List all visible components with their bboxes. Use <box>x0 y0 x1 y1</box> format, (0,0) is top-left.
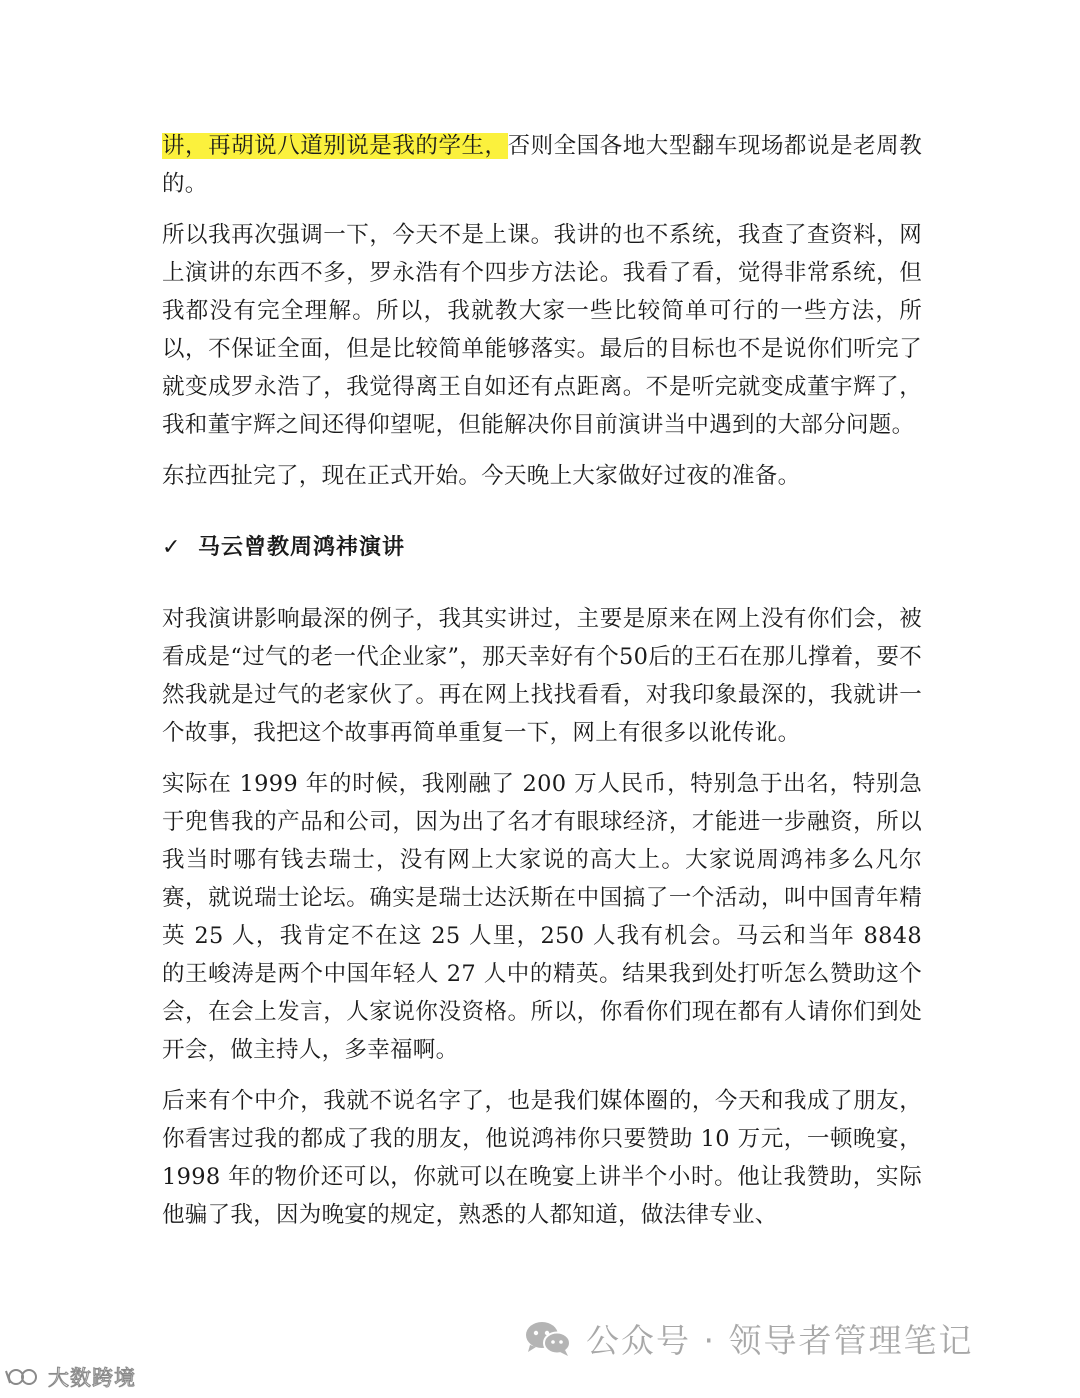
paragraph-4: 对我演讲影响最深的例子，我其实讲过，主要是原来在网上没有你们会，被看成是“过气的老一代企业家”，那天幸好有个50后的王石在那儿撑着，要不然我就是过气的老家伙了。再在网上找找看看，对我印象最深的，我就讲一个故事，我把这个故事再简单重复一下，网上有很多以讹传讹。 <box>162 606 922 746</box>
checkmark-icon: ✓ <box>162 535 182 560</box>
logo-icon <box>4 1365 44 1389</box>
section-heading <box>162 528 922 567</box>
paragraph-text: 否则全国各地大型翻车现场都说是老周教的。 <box>162 133 922 197</box>
paragraph-5: 实际在 1999 年的时候，我刚融了 200 万人民币，特别急于出名，特别急于兜售我的产品和公司，因为出了名才有眼球经济，才能进一步融资，所以我当时哪有钱去瑞士，没有网上大家说的高大上。大家说周鸿祎多么凡尔赛，就说瑞士论坛。确实是瑞士达沃斯在中国搞了一个活动，叫中国青年精英 25 人，我肯定不在这 25 人里，250 人我有机会。马云和当年 8848 的王峻涛是两个中国年轻人 27 人中的精英。结果我到处打听怎么赞助这个会，在会上发言，人家说你没资格。所以，你看你们现在都有人请你们到处开会，做主持人，多幸福啊。 <box>162 771 922 1063</box>
watermark-text: 公众号 · 领导者管理笔记 <box>586 1320 974 1360</box>
paragraph-3: 东拉西扯完了，现在正式开始。今天晚上大家做好过夜的准备。 <box>162 463 801 489</box>
wechat-icon <box>522 1318 574 1358</box>
corner-watermark <box>4 1362 136 1392</box>
section-heading-text: 马云曾教周鸿祎演讲 <box>198 534 406 560</box>
corner-watermark-text: 大数跨境 <box>48 1366 136 1390</box>
paragraph-6: 后来有个中介，我就不说名字了，也是我们媒体圈的，今天和我成了朋友，你看害过我的都成了我的朋友，他说鸿祎你只要赞助 10 万元，一顿晚宴，1998 年的物价还可以，你就可以在晚宴上讲半个小时。他让我赞助，实际他骗了我，因为晚宴的规定，熟悉的人都知道，做法律专业、 <box>162 1088 922 1228</box>
document-body <box>162 127 922 1234</box>
wechat-watermark <box>522 1313 973 1363</box>
highlighted-text: 讲，再胡说八道别说是我的学生， <box>162 133 508 159</box>
paragraph-1 <box>162 127 922 203</box>
paragraph-2: 所以我再次强调一下，今天不是上课。我讲的也不系统，我查了查资料，网上演讲的东西不多，罗永浩有个四步方法论。我看了看，觉得非常系统，但我都没有完全理解。所以，我就教大家一些比较简单可行的一些方法，所以，不保证全面，但是比较简单能够落实。最后的目标也不是说你们听完了就变成罗永浩了，我觉得离王自如还有点距离。不是听完就变成董宇辉了，我和董宇辉之间还得仰望呢，但能解决你目前演讲当中遇到的大部分问题。 <box>162 222 922 438</box>
